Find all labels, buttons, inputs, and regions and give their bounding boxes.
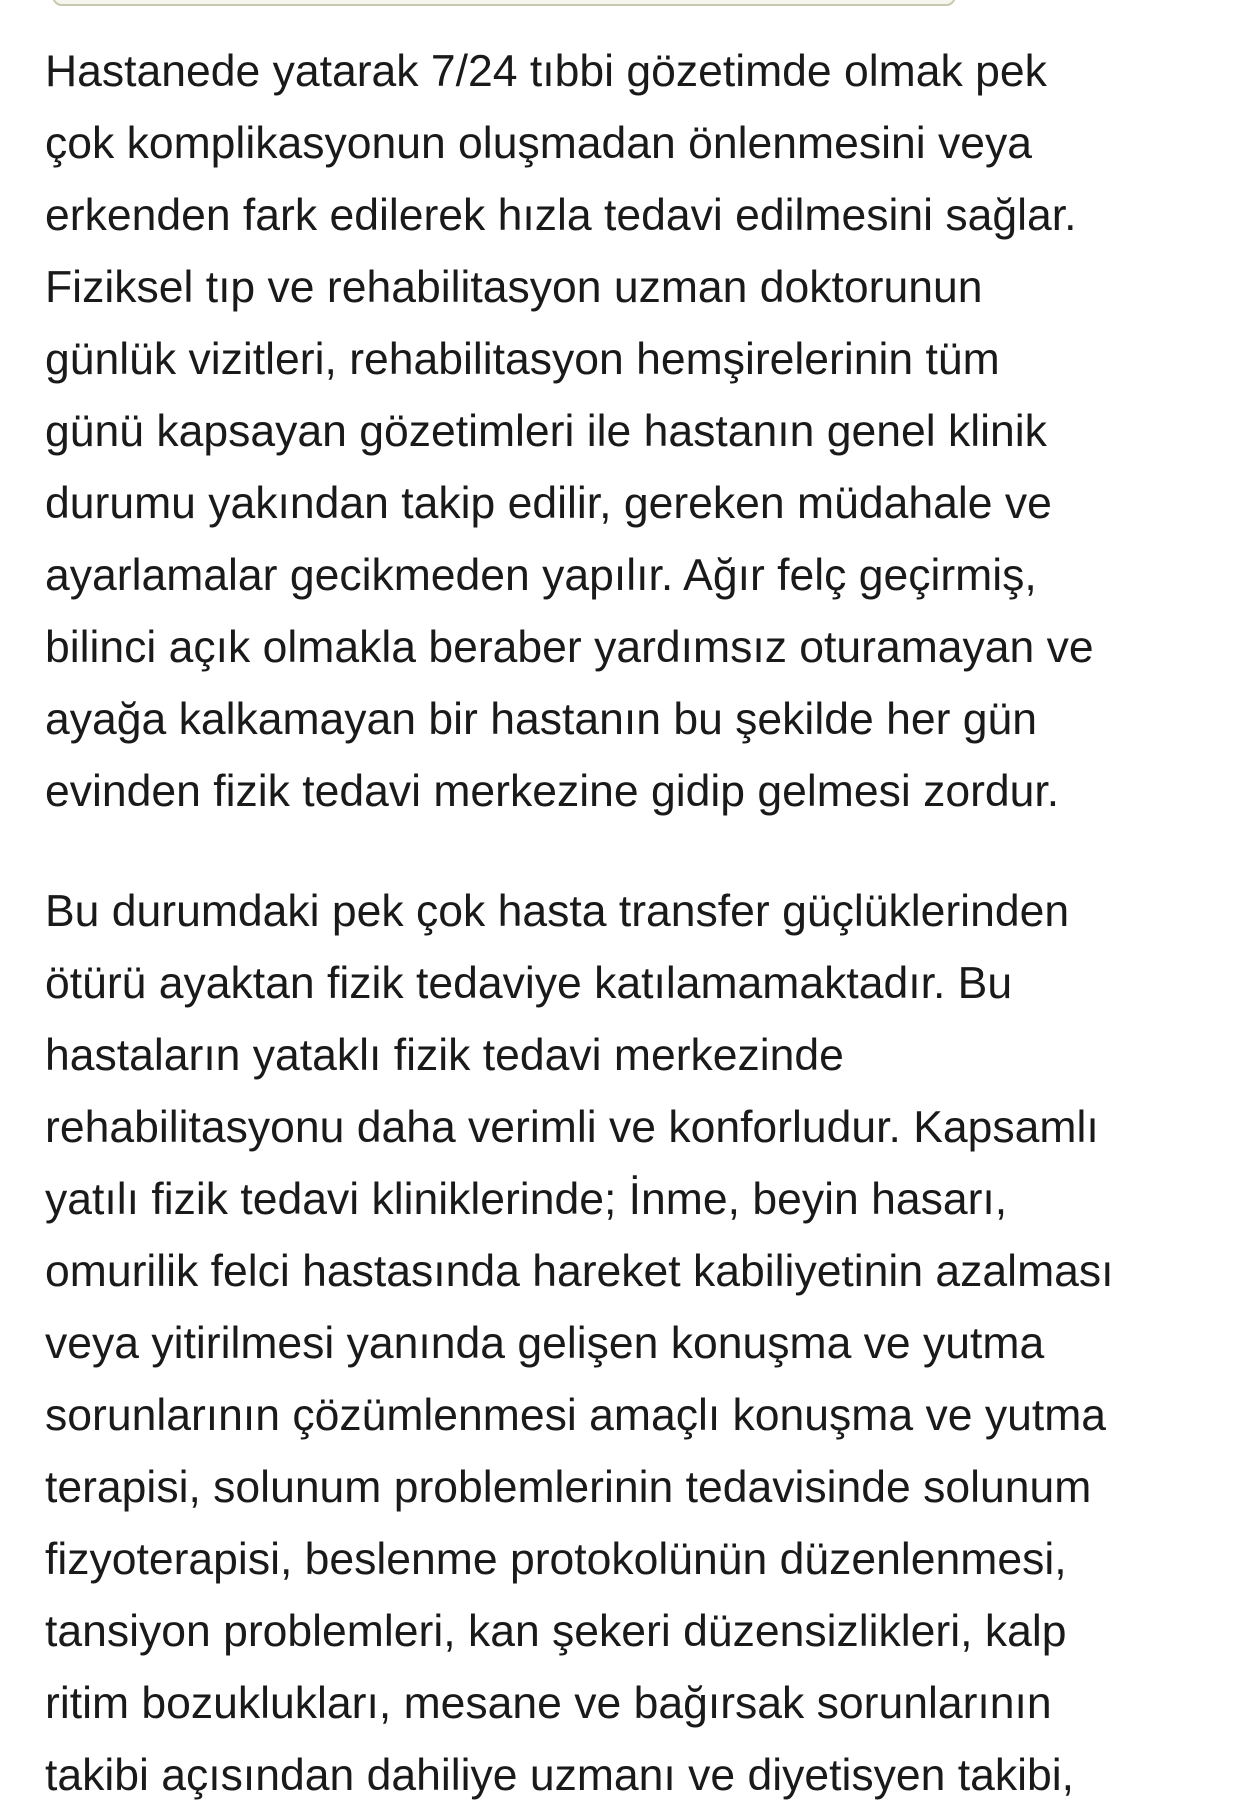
text-line: omurilik felci hastasında hareket kabiliyetinin azalması [45, 1247, 1114, 1296]
paragraph-1 [45, 36, 1215, 828]
text-line: durumu yakından takip edilir, gereken müdahale ve [45, 479, 1052, 528]
text-line: çok komplikasyonun oluşmadan önlenmesini veya [45, 119, 1032, 168]
text-line: rehabilitasyonu daha verimli ve konforludur. Kapsamlı [45, 1103, 1099, 1152]
text-line: terapisi, solunum problemlerinin tedavisinde solunum [45, 1463, 1092, 1512]
text-line: günlük vizitleri, rehabilitasyon hemşirelerinin tüm [45, 335, 1000, 384]
text-line: evinden fizik tedavi merkezine gidip gelmesi zordur. [45, 767, 1060, 816]
article-body [45, 36, 1215, 1812]
top-card-edge [52, 0, 956, 6]
text-line: Bu durumdaki pek çok hasta transfer güçlüklerinden [45, 887, 1070, 936]
text-line: takibi açısından dahiliye uzmanı ve diyetisyen takibi, [45, 1751, 1074, 1800]
text-line: ayağa kalkamayan bir hastanın bu şekilde her gün [45, 695, 1037, 744]
text-line: ötürü ayaktan fizik tedaviye katılamamaktadır. Bu [45, 959, 1013, 1008]
text-line: yatılı fizik tedavi kliniklerinde; İnme, beyin hasarı, [45, 1175, 1008, 1224]
text-line: Hastanede yatarak 7/24 tıbbi gözetimde olmak pek [45, 47, 1047, 96]
text-line: Fiziksel tıp ve rehabilitasyon uzman doktorunun [45, 263, 983, 312]
text-line: günü kapsayan gözetimleri ile hastanın genel klinik [45, 407, 1047, 456]
text-line: erkenden fark edilerek hızla tedavi edilmesini sağlar. [45, 191, 1077, 240]
text-line: veya yitirilmesi yanında gelişen konuşma ve yutma [45, 1319, 1045, 1368]
text-line: sorunlarının çözümlenmesi amaçlı konuşma ve yutma [45, 1391, 1107, 1440]
paragraph-2 [45, 876, 1215, 1812]
text-line: ayarlamalar gecikmeden yapılır. Ağır felç geçirmiş, [45, 551, 1037, 600]
text-line: ritim bozuklukları, mesane ve bağırsak sorunlarının [45, 1679, 1052, 1728]
text-line: fizyoterapisi, beslenme protokolünün düzenlenmesi, [45, 1535, 1067, 1584]
text-line: tansiyon problemleri, kan şekeri düzensizlikleri, kalp [45, 1607, 1067, 1656]
text-line: bilinci açık olmakla beraber yardımsız oturamayan ve [45, 623, 1094, 672]
text-line: hastaların yataklı fizik tedavi merkezinde [45, 1031, 844, 1080]
